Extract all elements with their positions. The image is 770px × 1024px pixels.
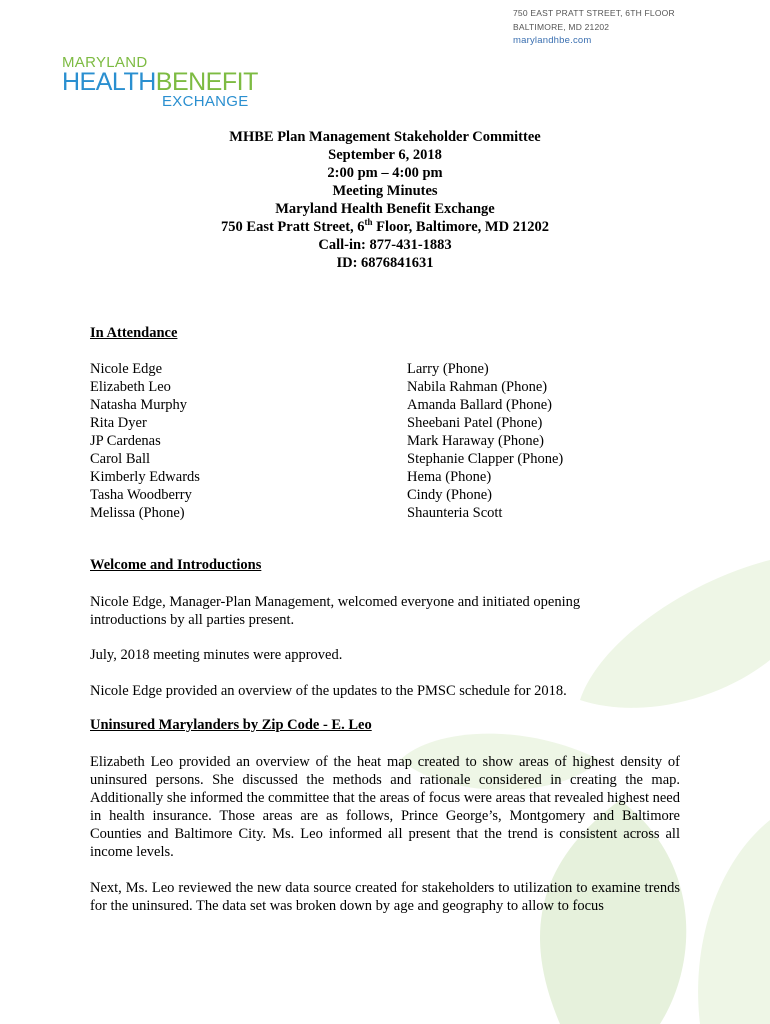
attendee: Hema (Phone) [407, 469, 492, 485]
attendee: Sheebani Patel (Phone) [407, 415, 543, 431]
attendee: Stephanie Clapper (Phone) [407, 451, 564, 467]
attendee: Mark Haraway (Phone) [407, 433, 544, 449]
logo-exchange: EXCHANGE [162, 93, 249, 110]
attendee: Elizabeth Leo [90, 379, 171, 395]
organization-name: Maryland Health Benefit Exchange [275, 201, 495, 217]
welcome-paragraph-2: July, 2018 meeting minutes were approved. [90, 647, 343, 663]
letterhead-address [513, 6, 675, 48]
address-line-2: BALTIMORE, MD 21202 [513, 22, 610, 32]
website-link[interactable]: marylandhbe.com [513, 35, 592, 46]
attendee: Rita Dyer [90, 415, 147, 431]
attendee: Carol Ball [90, 451, 151, 467]
committee-title: MHBE Plan Management Stakeholder Committee [229, 129, 541, 145]
attendee: Larry (Phone) [407, 361, 489, 377]
meeting-time: 2:00 pm – 4:00 pm [327, 165, 443, 181]
attendee: Shaunteria Scott [407, 505, 503, 521]
uninsured-paragraph-2: Next, Ms. Leo reviewed the new data source created for stakeholders to utilization to examine trends for the uninsured. The data set was broken down by age and geography to allow to focus [90, 880, 680, 914]
uninsured-heading: Uninsured Marylanders by Zip Code - E. Leo [90, 717, 372, 733]
document-header [0, 128, 770, 272]
call-in-number: Call-in: 877-431-1883 [318, 237, 452, 253]
attendee: Melissa (Phone) [90, 505, 185, 521]
meeting-address: 750 East Pratt Street, 6th Floor, Baltimore, MD 21202 [221, 217, 549, 235]
uninsured-paragraph-1: Elizabeth Leo provided an overview of the heat map created to show areas of highest density of uninsured persons. She discussed the methods and rationale considered in creating the map. Additionally she informed the committee that the areas of focus were areas that revealed highest need in health insurance. Those areas are as follows, Prince George’s, Montgomery and Baltimore Counties and Baltimore City. Ms. Leo informed all present that the trend is consistent across all income levels. [90, 754, 680, 860]
attendee: Kimberly Edwards [90, 469, 200, 485]
welcome-paragraph-1: Nicole Edge, Manager-Plan Management, welcomed everyone and initiated opening introductions by all parties present. [90, 594, 581, 628]
mhbe-logo [62, 56, 258, 110]
attendee: Cindy (Phone) [407, 487, 492, 503]
attendee: Nabila Rahman (Phone) [407, 379, 548, 395]
logo-health-benefit [62, 70, 258, 94]
meeting-date: September 6, 2018 [328, 147, 442, 163]
attendee: JP Cardenas [90, 433, 161, 449]
attendee: Tasha Woodberry [90, 487, 192, 503]
attendance-list-right [407, 360, 563, 522]
welcome-paragraph-3: Nicole Edge provided an overview of the updates to the PMSC schedule for 2018. [90, 683, 567, 699]
welcome-heading: Welcome and Introductions [90, 557, 262, 573]
meeting-id: ID: 6876841631 [336, 255, 434, 271]
attendance-heading: In Attendance [90, 325, 178, 341]
document-type: Meeting Minutes [332, 183, 438, 199]
logo-maryland: MARYLAND [62, 54, 148, 71]
attendee: Nicole Edge [90, 361, 163, 377]
attendee: Natasha Murphy [90, 397, 188, 413]
attendee: Amanda Ballard (Phone) [407, 397, 552, 413]
address-line-1: 750 EAST PRATT STREET, 6TH FLOOR [513, 8, 675, 18]
logo-health: HEALTH [62, 68, 156, 96]
logo-benefit: BENEFIT [155, 68, 258, 96]
attendance-list-left [90, 360, 200, 522]
